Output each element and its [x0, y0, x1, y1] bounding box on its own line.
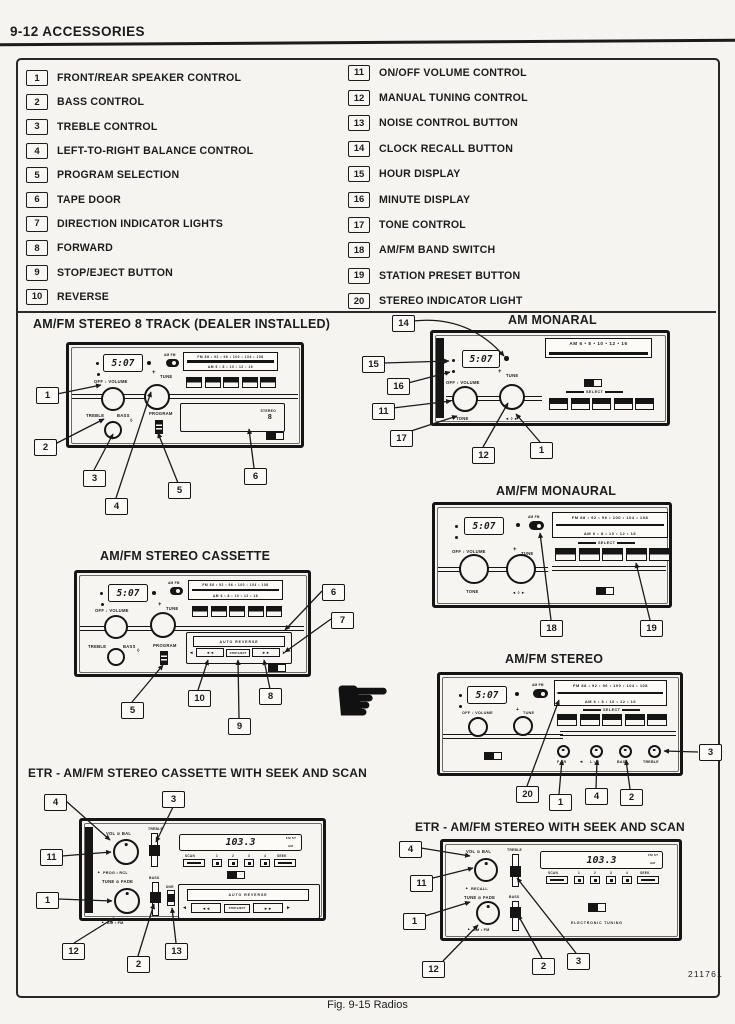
treble-label: TREBLE: [86, 413, 105, 418]
legend-item: [348, 136, 528, 161]
callout-1: 1: [403, 913, 426, 930]
volume-knob: [459, 554, 489, 584]
legend-item: [348, 263, 528, 288]
treble-knob: [648, 745, 661, 758]
volume-balance-knob: [474, 858, 498, 882]
diamond-icon: ◊: [130, 418, 133, 424]
select-label: SELECT: [583, 708, 640, 712]
callout-12: 12: [422, 961, 445, 978]
clock-display: 5:07: [108, 584, 148, 602]
prog-rcl-label: PROG • RCL: [103, 871, 128, 875]
am-scale: AM 6 • 8 • 10 • 12 • 16: [583, 530, 637, 536]
stereo-indicator-light: ST: [556, 691, 561, 695]
clock-set-button: [147, 361, 151, 365]
tune-fade-knob: [476, 901, 500, 925]
legend-item: [348, 85, 528, 110]
legend-num: 17: [348, 217, 370, 233]
tune-fade-knob: [114, 888, 140, 914]
legend-label: STATION PRESET BUTTON: [379, 269, 521, 282]
tune-cross-icon: +: [498, 369, 502, 375]
callout-2: 2: [620, 789, 643, 806]
brand-badge: [227, 871, 245, 879]
note-icon: ♪: [105, 608, 108, 613]
legend-item: [26, 285, 253, 309]
treble-slider-handle: [510, 866, 521, 877]
legend-num: 19: [348, 268, 370, 284]
legend-item: [26, 66, 253, 90]
callout-2: 2: [34, 439, 57, 456]
bass-label: BASS: [123, 644, 136, 649]
legend-item: [348, 289, 528, 314]
band-switch: [166, 359, 179, 367]
scan-label: SCAN: [185, 854, 196, 858]
bass-slider-handle: [150, 892, 161, 903]
volume-label: OFF ♪ VOLUME: [95, 608, 129, 613]
stereo8-label: STEREO: [260, 409, 276, 413]
callout-12: 12: [472, 447, 495, 464]
legend-label: STOP/EJECT BUTTON: [57, 266, 174, 279]
volume-knob: [452, 386, 478, 412]
legend-label: DIRECTION INDICATOR LIGHTS: [57, 217, 224, 230]
rewind-direction-icon: ◄: [182, 905, 188, 911]
diagram-title: AM MONARAL: [508, 313, 597, 327]
treble-label: TREBLE: [507, 848, 523, 852]
front-rear-label: F • R: [557, 760, 567, 764]
preset-buttons: [186, 377, 276, 388]
brand-badge: [588, 903, 606, 912]
legend-label: FORWARD: [57, 242, 113, 255]
legend-label: LEFT-TO-RIGHT BALANCE CONTROL: [57, 145, 254, 158]
select-label: SELECT: [578, 541, 635, 545]
diagram-title: AM/FM MONAURAL: [496, 484, 617, 498]
preset-4-label: 4: [264, 854, 267, 858]
legend-num: 9: [26, 265, 48, 281]
recall-icon: ▲: [465, 886, 469, 890]
legend-label: TONE CONTROL: [379, 219, 466, 232]
legend-item: [348, 111, 528, 136]
legend-label: NOISE CONTROL BUTTON: [379, 117, 518, 130]
auto-reverse-label: AUTO REVERSE: [193, 636, 285, 647]
tune-fade-label: TUNE ⊙ FADE: [464, 895, 496, 900]
diagram-title: AM/FM STEREO 8 TRACK (DEALER INSTALLED): [33, 317, 331, 331]
frequency-display: 103.3: [179, 834, 302, 851]
seek-label: SEEK: [640, 871, 650, 875]
legend-num: 7: [26, 216, 48, 232]
callout-1: 1: [36, 892, 59, 909]
fm-scale: FM 88 • 92 • 96 • 100 • 104 • 108: [573, 682, 648, 688]
preset-4-label: 4: [626, 871, 629, 875]
tune-label: TUNE: [521, 551, 534, 556]
band-switch: [170, 587, 183, 595]
fm-scale: FM 88 • 92 • 96 • 100 • 104 • 108: [197, 354, 264, 359]
dial-scale: [183, 352, 278, 371]
callout-10: 10: [188, 690, 211, 707]
auto-reverse-label: AUTO REVERSE: [187, 889, 309, 901]
legend-item: [348, 212, 528, 237]
legend-num: 11: [348, 65, 370, 81]
legend-label: MINUTE DISPLAY: [379, 193, 471, 206]
note-icon: ♪: [104, 379, 107, 384]
clock-display: 5:07: [103, 354, 143, 372]
callout-8: 8: [259, 688, 282, 705]
callout-19: 19: [640, 620, 663, 637]
callout-3: 3: [567, 953, 590, 970]
band-switch-label: AM FM: [528, 515, 540, 519]
callout-6: 6: [322, 584, 345, 601]
preset-2-label: 2: [594, 871, 597, 875]
bass-label: BASS: [117, 413, 130, 418]
treble-slider-handle: [149, 845, 160, 856]
page-header: [10, 24, 145, 39]
callout-18: 18: [540, 620, 563, 637]
legend-num: 13: [348, 115, 370, 131]
bass-slider-handle: [510, 907, 521, 918]
program-label: PROGRAM: [153, 643, 177, 648]
am-scale: AM 6 • 8 • 10 • 12 • 16: [207, 364, 254, 369]
preset-1-button: [212, 859, 222, 867]
cassette-door: [186, 632, 292, 664]
treble-label: TREBLE: [148, 827, 164, 831]
legend-item: [26, 236, 253, 260]
legend-num: 6: [26, 192, 48, 208]
tune-cross-icon: +: [513, 547, 517, 553]
tune-knob: [513, 716, 533, 736]
legend-item: [348, 60, 528, 85]
header-rule: [0, 39, 735, 46]
dial-scale: [188, 580, 283, 600]
preset-1-label: 1: [216, 854, 219, 858]
tune-cross-icon: +: [516, 707, 520, 713]
legend-num: 5: [26, 167, 48, 183]
callout-4: 4: [585, 788, 608, 805]
preset-3-label: 3: [610, 871, 613, 875]
preset-4-button: [260, 859, 270, 867]
callout-16: 16: [387, 378, 410, 395]
am-scale: AM 6 • 8 • 10 • 12 • 16: [212, 593, 259, 598]
diagram-title: AM/FM STEREO: [505, 652, 604, 666]
tune-cross-icon: +: [152, 370, 156, 376]
callout-1: 1: [530, 442, 553, 459]
bass-label: BASS: [617, 760, 628, 764]
dial-scale: [545, 338, 652, 358]
legend-num: 12: [348, 90, 370, 106]
legend-item: [26, 187, 253, 211]
fm-stereo-indicator: FM ST: [648, 853, 659, 857]
callout-2: 2: [532, 958, 555, 975]
legend-num: 15: [348, 166, 370, 182]
preset-2-button: [228, 859, 238, 867]
program-selector-button: [160, 651, 168, 665]
legend-num: 18: [348, 242, 370, 258]
brand-badge: [266, 432, 284, 440]
legend-label: REVERSE: [57, 290, 110, 303]
legend-label: STEREO INDICATOR LIGHT: [379, 295, 523, 308]
clock-display: 5:07: [467, 686, 507, 704]
preset-buttons: [549, 398, 654, 410]
preset-buttons: [557, 714, 667, 726]
seek-label: SEEK: [277, 854, 287, 858]
balance-knob: [590, 745, 603, 758]
clock-display: 5:07: [462, 350, 500, 368]
callout-12: 12: [62, 943, 85, 960]
legend-left-column: [26, 66, 253, 309]
legend-item: [348, 187, 528, 212]
brand-badge: [268, 664, 286, 672]
legend-num: 1: [26, 70, 48, 86]
volume-label: OFF ♪ VOLUME: [446, 380, 480, 385]
bass-label: BASS: [149, 876, 160, 880]
tune-label: TUNE: [160, 374, 173, 379]
tune-label: TUNE: [166, 606, 179, 611]
callout-5: 5: [121, 702, 144, 719]
legend-item: [348, 162, 528, 187]
legend-label: HOUR DISPLAY: [379, 168, 461, 181]
legend-num: 2: [26, 94, 48, 110]
band-switch-label: AM FM: [164, 353, 176, 357]
rewind-direction-icon: ◄: [189, 650, 194, 655]
program-label: PROGRAM: [149, 411, 173, 416]
brand-badge: [584, 379, 602, 387]
legend-label: ON/OFF VOLUME CONTROL: [379, 66, 527, 79]
note-icon: ♪: [462, 549, 465, 554]
callout-3: 3: [699, 744, 722, 761]
tune-fade-label: TUNE ⊙ FADE: [102, 879, 134, 884]
dnr-label: DNR: [166, 885, 174, 889]
legend-item: [26, 115, 253, 139]
fm-stereo-indicator: FM ST: [286, 836, 297, 840]
callout-1: 1: [36, 387, 59, 404]
fast-forward-button: ►►: [252, 648, 280, 657]
forward-direction-icon: ►: [282, 650, 287, 655]
preset-1-button: [574, 876, 584, 884]
legend-label: CLOCK RECALL BUTTON: [379, 142, 514, 155]
legend-item: [26, 139, 253, 163]
dial-scale: [554, 680, 667, 706]
band-switch-label: AM FM: [168, 581, 180, 585]
seek-button: [637, 876, 659, 884]
volume-label: OFF ♪ VOLUME: [462, 711, 493, 715]
am-indicator: AM: [650, 861, 656, 865]
page-number: 9-12: [10, 24, 39, 39]
callout-20: 20: [516, 786, 539, 803]
stop-eject-button: STOP EJECT: [224, 904, 250, 913]
cassette-door: [178, 884, 320, 919]
treble-label: TREBLE: [643, 760, 659, 764]
fader-icon: ◄ ◊ ►: [505, 416, 519, 421]
band-switch: [529, 521, 544, 530]
legend-num: 3: [26, 119, 48, 135]
seek-button: [274, 859, 296, 867]
program-selector-button: [155, 420, 163, 434]
band-switch: [533, 689, 548, 698]
section-title: ACCESSORIES: [42, 24, 145, 39]
legend-right-column: [348, 60, 528, 314]
volume-knob: [468, 717, 488, 737]
callout-5: 5: [168, 482, 191, 499]
rewind-button: ◄◄: [196, 648, 224, 657]
callout-3: 3: [83, 470, 106, 487]
callout-11: 11: [372, 403, 395, 420]
tune-knob: [150, 612, 176, 638]
callout-13: 13: [165, 943, 188, 960]
stop-eject-button: STOP EJECT: [226, 649, 250, 657]
fader-icon: ◄ ◊ ►: [512, 590, 526, 595]
legend-label: AM/FM BAND SWITCH: [379, 244, 496, 257]
fast-forward-button: ►►: [253, 903, 283, 913]
callout-4: 4: [399, 841, 422, 858]
band-switch-label: AM FM: [532, 683, 544, 687]
diagram-title: ETR - AM/FM STEREO CASSETTE WITH SEEK AND SCAN: [28, 766, 367, 780]
callout-4: 4: [105, 498, 128, 515]
clock-recall-button: [504, 356, 509, 361]
volume-knob: [104, 615, 128, 639]
legend-label: FRONT/REAR SPEAKER CONTROL: [57, 72, 242, 85]
volume-balance-knob: [113, 839, 139, 865]
tune-label: TUNE: [506, 373, 519, 378]
tape-door: [180, 403, 285, 432]
callout-9: 9: [228, 718, 251, 735]
forward-direction-icon: ►: [286, 905, 292, 911]
legend-item: [26, 212, 253, 236]
legend-num: 14: [348, 141, 370, 157]
legend-label: TREBLE CONTROL: [57, 120, 158, 133]
tone-label: TONE: [466, 589, 479, 594]
clock-display: 5:07: [464, 517, 504, 535]
tone-label: TONE: [456, 416, 469, 421]
preset-buttons: [555, 548, 670, 561]
front-rear-knob: [557, 745, 570, 758]
brand-badge: [596, 587, 614, 595]
legend-label: TAPE DOOR: [57, 193, 121, 206]
brand-badge: [484, 752, 502, 760]
treble-label: TREBLE: [88, 644, 107, 649]
note-icon: ♪: [456, 380, 459, 385]
dial-scale: [552, 512, 668, 538]
select-label: SELECT: [566, 390, 623, 394]
legend-item: [26, 163, 253, 187]
speaker-icon: ◄: [579, 759, 584, 764]
vol-bal-label: VOL ⊙ BAL: [466, 849, 492, 854]
recall-label: RECALL: [471, 887, 488, 891]
legend-num: 20: [348, 293, 370, 309]
scan-label: SCAN: [548, 871, 559, 875]
rewind-button: ◄◄: [191, 903, 221, 913]
tune-knob: [144, 384, 170, 410]
legend-num: 10: [26, 289, 48, 305]
treble-bass-knob: [107, 648, 125, 666]
preset-2-label: 2: [232, 854, 235, 858]
preset-4-button: [622, 876, 632, 884]
callout-3: 3: [162, 791, 185, 808]
figure-caption: Fig. 9-15 Radios: [327, 999, 408, 1011]
am-scale: AM 6 • 8 • 10 • 12 • 16: [584, 698, 637, 704]
diamond-icon: ◊: [137, 648, 140, 654]
volume-knob: [101, 387, 125, 411]
bass-knob: [619, 745, 632, 758]
noise-control-button: [167, 890, 175, 906]
preset-2-button: [590, 876, 600, 884]
preset-3-button: [244, 859, 254, 867]
tune-knob: [506, 554, 536, 584]
callout-7: 7: [331, 612, 354, 629]
volume-label: OFF ♪ VOLUME: [94, 379, 128, 384]
prog-rcl-icon: ▲: [97, 870, 101, 874]
preset-3-button: [606, 876, 616, 884]
callout-11: 11: [40, 849, 63, 866]
am-fm-icon: ▲: [101, 920, 105, 924]
preset-buttons: [192, 606, 282, 617]
treble-bass-knob: [104, 421, 122, 439]
am-fm-icon: ▲: [467, 927, 471, 931]
callout-17: 17: [390, 430, 413, 447]
callout-6: 6: [244, 468, 267, 485]
legend-item: [348, 238, 528, 263]
diagram-title: AM/FM STEREO CASSETTE: [100, 549, 271, 563]
volume-label: OFF ♪ VOLUME: [452, 549, 486, 554]
fm-scale: FM 88 • 92 • 96 • 100 • 104 • 108: [571, 514, 649, 520]
pointing-hand-icon: ☛: [333, 662, 393, 739]
callout-14: 14: [392, 315, 415, 332]
legend-num: 4: [26, 143, 48, 159]
am-fm-label: AM • FM: [107, 921, 124, 925]
scan-button: [183, 859, 205, 867]
callout-4: 4: [44, 794, 67, 811]
am-scale: AM 6 • 8 • 10 • 12 • 16: [569, 340, 628, 346]
diagram-title: ETR - AM/FM STEREO WITH SEEK AND SCAN: [415, 820, 685, 834]
callout-11: 11: [410, 875, 433, 892]
frequency-display: 103.3: [540, 851, 663, 869]
legend-item: [26, 260, 253, 284]
callout-1: 1: [549, 794, 572, 811]
am-indicator: AM: [288, 844, 294, 848]
scan-button: [546, 876, 568, 884]
legend-label: MANUAL TUNING CONTROL: [379, 92, 528, 105]
callout-2: 2: [127, 956, 150, 973]
legend-label: BASS CONTROL: [57, 96, 145, 109]
preset-1-label: 1: [578, 871, 581, 875]
balance-label: L • R: [590, 760, 600, 764]
tune-cross-icon: +: [158, 602, 162, 608]
bass-label: BASS: [509, 895, 520, 899]
note-icon: ♪: [471, 711, 474, 715]
part-number: 211761: [688, 969, 723, 979]
callout-15: 15: [362, 356, 385, 373]
legend-item: [26, 90, 253, 114]
legend-num: 8: [26, 240, 48, 256]
stereo8-number: 8: [267, 414, 272, 421]
vol-bal-label: VOL ⊙ BAL: [106, 831, 132, 836]
preset-3-label: 3: [248, 854, 251, 858]
legend-label: PROGRAM SELECTION: [57, 169, 180, 182]
electronic-tuning-label: ELECTRONIC TUNING: [571, 921, 623, 925]
fm-scale: FM 88 • 92 • 96 • 100 • 104 • 108: [202, 582, 269, 587]
am-fm-label: AM • FM: [473, 928, 490, 932]
legend-num: 16: [348, 192, 370, 208]
tune-label: TUNE: [523, 711, 535, 715]
tune-knob: [499, 384, 525, 410]
